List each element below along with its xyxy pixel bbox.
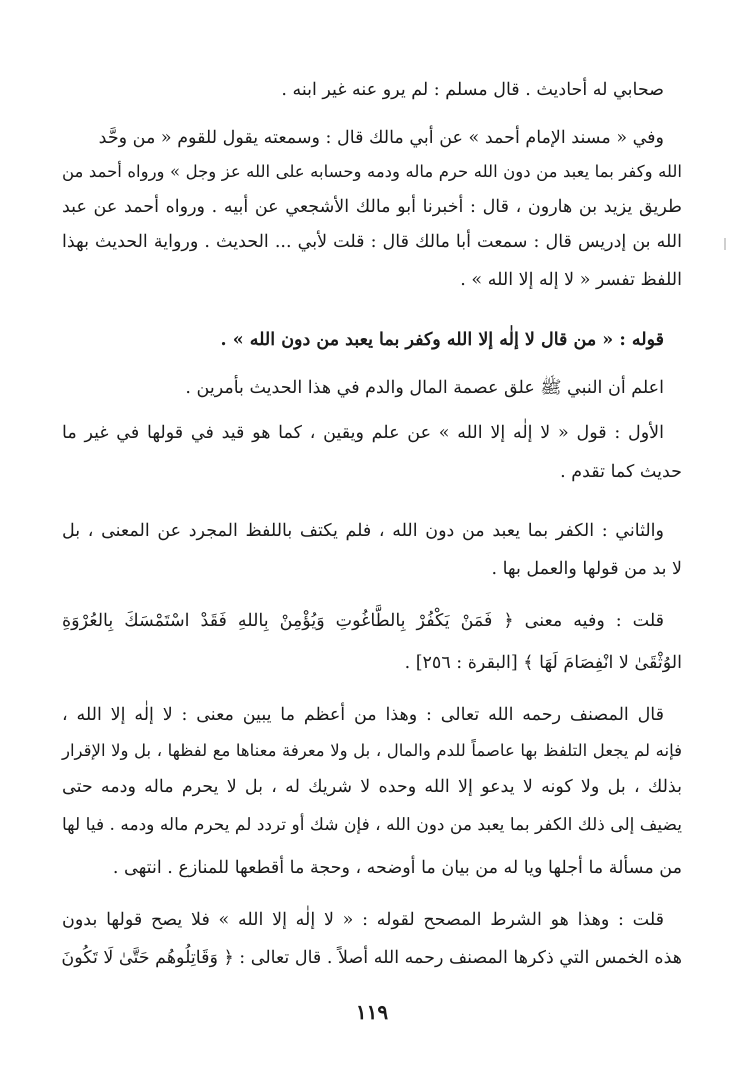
text-line: الله وكفر بما يعبد من دون الله حرم ماله ودمه وحسابه على الله عز وجل » ورواه أحمد من bbox=[62, 162, 682, 181]
text-line: صحابي له أحاديث . قال مسلم : لم يرو عنه غير ابنه . bbox=[281, 80, 664, 100]
text-line: والثاني : الكفر بما يعبد من دون الله ، فلم يكتف باللفظ المجرد عن المعنى ، بل bbox=[62, 521, 664, 541]
text-line: وفي « مسند الإمام أحمد » عن أبي مالك قال : وسمعته يقول للقوم « من وحَّد bbox=[98, 128, 664, 148]
text-line: يضيف إلى ذلك الكفر بما يعبد من دون الله ، فإن شك أو تردد لم يحرم ماله ودمه . فيا لها bbox=[62, 815, 682, 835]
section-heading: قوله : « من قال لا إلٰه إلا الله وكفر بما يعبد من دون الله » . bbox=[220, 330, 664, 350]
text-line: قلت : وهذا هو الشرط المصحح لقوله : « لا إلٰه إلا الله » فلا يصح قولها بدون bbox=[62, 910, 664, 930]
text-line: طريق يزيد بن هارون ، قال : أخبرنا أبو مالك الأشجعي عن أبيه . ورواه أحمد عن عبد bbox=[62, 197, 682, 217]
text-line: الأول : قول « لا إلٰه إلا الله » عن علم ويقين ، كما هو قيد في قولها في غير ما bbox=[62, 423, 664, 443]
text-line: من مسألة ما أجلها ويا له من بيان ما أوضحه ، وحجة ما أقطعها للمنازع . انتهى . bbox=[112, 858, 682, 878]
scan-edge-mark bbox=[724, 238, 726, 250]
text-line: الله بن إدريس قال : سمعت أبا مالك قال : قلت لأبي ... الحديث . ورواية الحديث بهذا bbox=[62, 232, 682, 252]
text-line: قلت : وفيه معنى ﴿ فَمَنْ يَكْفُرْ بِالطَّاغُوتِ وَيُؤْمِنْ بِاللهِ فَقَدْ اسْتَمْسَكَ بِالعُرْوَةِ bbox=[62, 611, 664, 631]
text-line: بذلك ، بل ولا كونه لا يدعو إلا الله وحده لا شريك له ، بل لا يحرم ماله ودمه حتى bbox=[62, 777, 682, 797]
text-line: اللفظ تفسر « لا إله إلا الله » . bbox=[460, 270, 682, 290]
book-page bbox=[62, 0, 682, 1086]
text-line: هذه الخمس التي ذكرها المصنف رحمه الله أصلاً . قال تعالى : ﴿ وَقَاتِلُوهُم حَتَّىٰ لَا تَكُونَ bbox=[61, 948, 682, 968]
text-line: حديث كما تقدم . bbox=[560, 462, 682, 482]
text-line: الوُثْقَىٰ لا انْفِصَامَ لَهَا ﴾ [البقرة : ٢٥٦] . bbox=[404, 653, 682, 673]
text-line: اعلم أن النبي ﷺ علق عصمة المال والدم في هذا الحديث بأمرين . bbox=[185, 378, 664, 398]
text-line: فإنه لم يجعل التلفظ بها عاصماً للدم والمال ، بل ولا معرفة معناها مع لفظها ، بل ولا الإقرار bbox=[62, 741, 682, 760]
page-number: ١١٩ bbox=[355, 1000, 389, 1024]
text-line: قال المصنف رحمه الله تعالى : وهذا من أعظم ما يبين معنى : لا إلٰه إلا الله ، bbox=[62, 705, 664, 725]
text-line: لا بد من قولها والعمل بها . bbox=[491, 559, 682, 579]
